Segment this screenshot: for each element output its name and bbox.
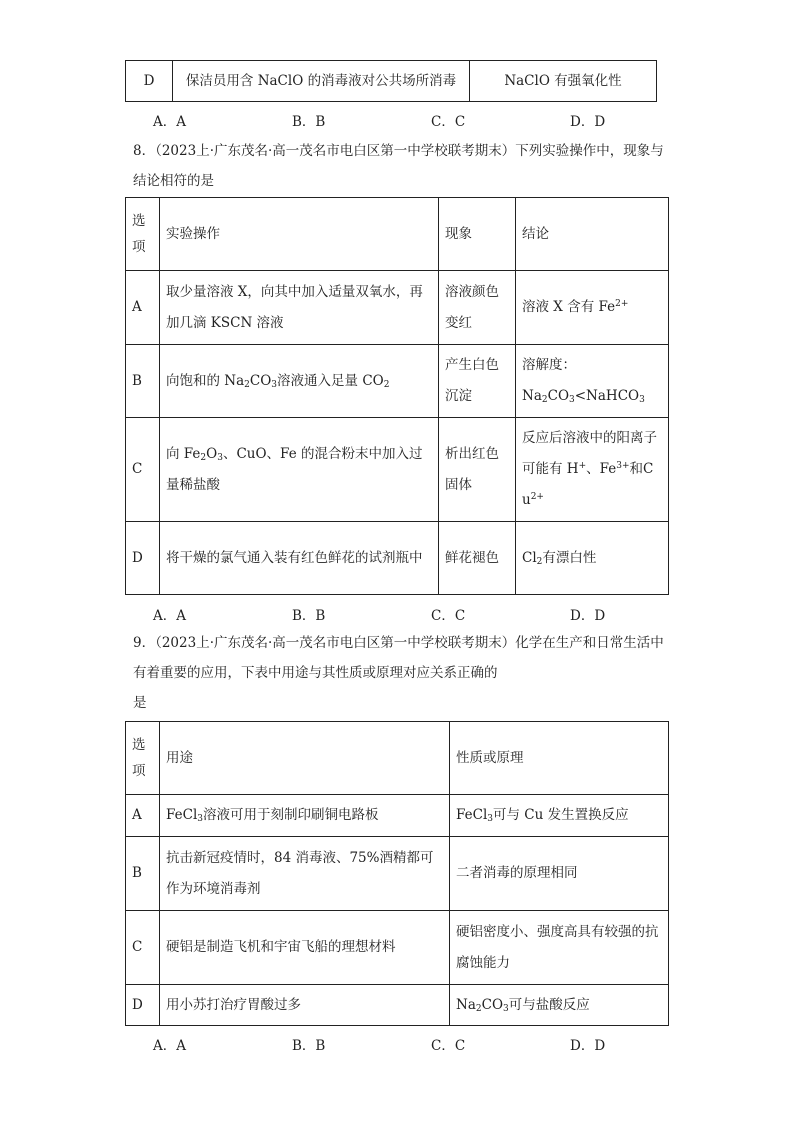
option-cell: B xyxy=(126,345,160,418)
conclusion-cell: 反应后溶液中的阳离子可能有 H+、$Fe^{3+}$和$Cu^{2+}$ xyxy=(516,418,669,522)
choice-d[interactable]: D．D xyxy=(570,114,606,130)
choice-c[interactable]: C．C xyxy=(431,1038,466,1054)
choice-b[interactable]: B．B xyxy=(292,114,326,130)
option-cell: A xyxy=(126,795,160,837)
usage-cell: 用小苏打治疗胃酸过多 xyxy=(160,985,450,1026)
option-cell: C xyxy=(126,911,160,985)
conclusion-cell: 溶液 X 含有 $Fe^{2+}$ xyxy=(516,271,669,345)
table-row xyxy=(126,837,669,911)
option-cell: B xyxy=(126,837,160,911)
question-8-choices xyxy=(153,604,709,624)
choice-b[interactable]: B．B xyxy=(292,1038,326,1054)
usage-cell: 保洁员用含 NaClO 的消毒液对公共场所消毒 xyxy=(173,61,470,102)
table-row xyxy=(126,522,669,595)
phenomenon-cell: 溶液颜色变红 xyxy=(439,271,516,345)
choice-d[interactable]: D．D xyxy=(570,608,606,624)
question-9-choices xyxy=(153,1034,709,1054)
option-cell: D xyxy=(126,522,160,595)
prev-question-choices xyxy=(153,110,709,130)
table-row xyxy=(126,345,669,418)
usage-cell: 抗击新冠疫情时，84 消毒液、75%酒精都可作为环境消毒剂 xyxy=(160,837,450,911)
table-row xyxy=(126,795,669,837)
principle-cell: FeCl$_3$可与 Cu 发生置换反应 xyxy=(450,795,669,837)
phenomenon-cell: 鲜花褪色 xyxy=(439,522,516,595)
operation-cell: 向 $Fe_2O_3$、CuO、Fe 的混合粉末中加入过量稀盐酸 xyxy=(160,418,439,522)
header-phenomenon: 现象 xyxy=(439,198,516,271)
header-option: 选项 xyxy=(126,198,160,271)
phenomenon-cell: 析出红色固体 xyxy=(439,418,516,522)
choice-c[interactable]: C．C xyxy=(431,114,466,130)
option-cell: D xyxy=(126,61,173,102)
usage-cell: 硬铝是制造飞机和宇宙飞船的理想材料 xyxy=(160,911,450,985)
conclusion-cell: 溶解度： $Na_2CO_3<NaHCO_3$ xyxy=(516,345,669,418)
header-option: 选项 xyxy=(126,722,160,795)
principle-cell: $Na_2CO_3$可与盐酸反应 xyxy=(450,985,669,1026)
prev-question-table xyxy=(125,60,657,102)
table-row xyxy=(126,911,669,985)
header-principle: 性质或原理 xyxy=(450,722,669,795)
question-9-table xyxy=(125,721,669,1026)
choice-a[interactable]: A．A xyxy=(153,114,186,130)
operation-cell: 取少量溶液 X，向其中加入适量双氧水，再加几滴 KSCN 溶液 xyxy=(160,271,439,345)
header-operation: 实验操作 xyxy=(160,198,439,271)
phenomenon-cell: 产生白色沉淀 xyxy=(439,345,516,418)
option-cell: D xyxy=(126,985,160,1026)
question-8-table xyxy=(125,197,669,595)
table-header-row xyxy=(126,722,669,795)
choice-a[interactable]: A．A xyxy=(153,1038,186,1054)
table-row xyxy=(126,418,669,522)
table-row xyxy=(126,271,669,345)
choice-d[interactable]: D．D xyxy=(570,1038,606,1054)
header-usage: 用途 xyxy=(160,722,450,795)
principle-cell: 硬铝密度小、强度高具有较强的抗腐蚀能力 xyxy=(450,911,669,985)
question-9-stem: 9．（2023上·广东茂名·高一茂名市电白区第一中学校联考期末）化学在生产和日常生活中有着重要的应用，下表中用途与其性质或原理对应关系正确的 是 xyxy=(133,635,664,711)
principle-cell: 二者消毒的原理相同 xyxy=(450,837,669,911)
option-cell: A xyxy=(126,271,160,345)
conclusion-cell: $Cl_2$有漂白性 xyxy=(516,522,669,595)
table-row xyxy=(126,985,669,1026)
option-cell: C xyxy=(126,418,160,522)
usage-cell: FeCl$_3$溶液可用于刻制印刷铜电路板 xyxy=(160,795,450,837)
choice-c[interactable]: C．C xyxy=(431,608,466,624)
choice-b[interactable]: B．B xyxy=(292,608,326,624)
operation-cell: 将干燥的氯气通入装有红色鲜花的试剂瓶中 xyxy=(160,522,439,595)
table-row xyxy=(126,61,657,102)
choice-a[interactable]: A．A xyxy=(153,608,186,624)
operation-cell: 向饱和的 $Na_2CO_3$溶液通入足量 $CO_2$ xyxy=(160,345,439,418)
table-header-row xyxy=(126,198,669,271)
principle-cell: NaClO 有强氧化性 xyxy=(470,61,657,102)
question-8-stem: 8．（2023上·广东茂名·高一茂名市电白区第一中学校联考期末）下列实验操作中，现象与结论相符的是 xyxy=(133,143,664,189)
header-conclusion: 结论 xyxy=(516,198,669,271)
